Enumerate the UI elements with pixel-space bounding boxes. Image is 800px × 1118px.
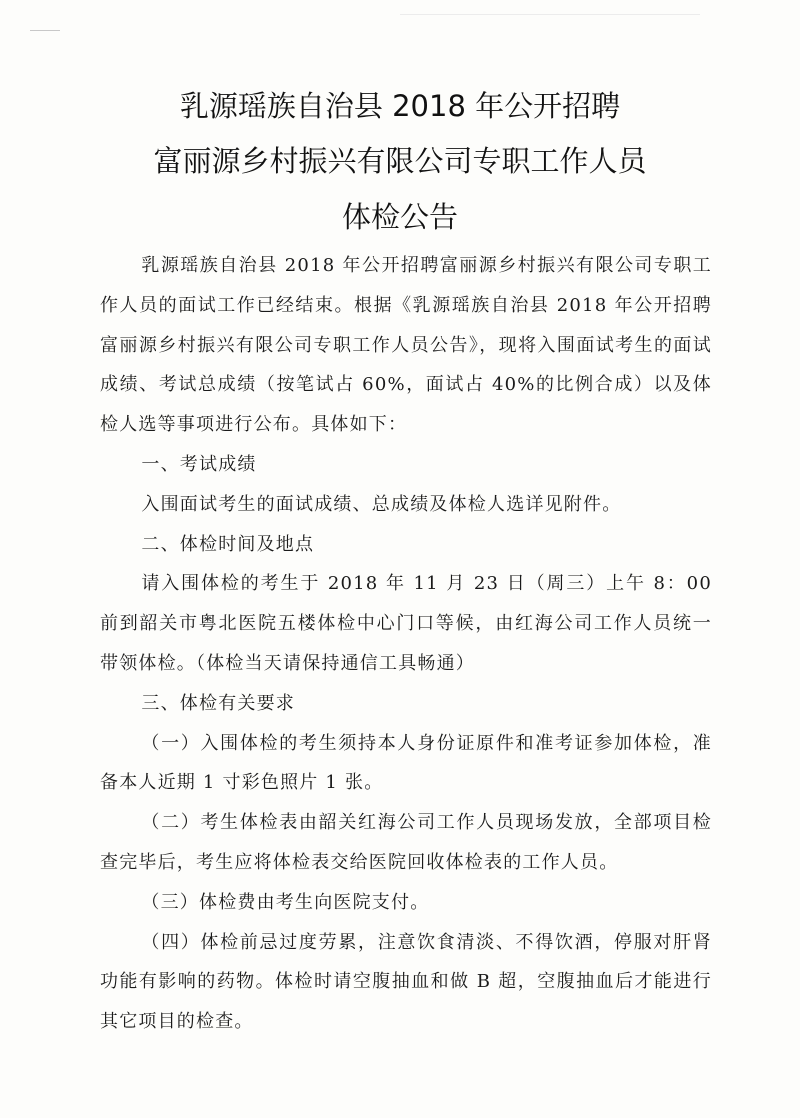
section-3-heading: 三、体检有关要求 bbox=[141, 692, 295, 714]
scan-artifact bbox=[400, 14, 700, 15]
intro-paragraph: 乳源瑶族自治县 2018 年公开招聘富丽源乡村振兴有限公司专职工作人员的面试工作已经结束。根据《乳源瑶族自治县 2018 年公开招聘富丽源乡村振兴有限公司专职工作人员公告》，现将入围面试考生的面试成绩、考试总成绩（按笔试占 60%，面试占 40%的比例合成）以及体检人选等事项进行公布。具体如下： bbox=[100, 255, 712, 436]
document-title-line-1: 乳源瑶族自治县 2018 年公开招聘 bbox=[179, 89, 621, 123]
section-1-text: 入围面试考生的面试成绩、总成绩及体检人选详见附件。 bbox=[141, 493, 622, 515]
document-title-line-3: 体检公告 bbox=[341, 200, 458, 234]
requirement-3: （三）体检费由考生向医院支付。 bbox=[141, 891, 430, 913]
section-2-heading: 二、体检时间及地点 bbox=[141, 533, 315, 555]
requirement-4: （四）体检前忌过度劳累，注意饮食清淡、不得饮酒，停服对肝肾功能有影响的药物。体检时请空腹抽血和做 B 超，空腹抽血后才能进行其它项目的检查。 bbox=[100, 931, 712, 1033]
document-title-line-2: 富丽源乡村振兴有限公司专职工作人员 bbox=[153, 144, 647, 178]
section-1-heading: 一、考试成绩 bbox=[141, 453, 257, 475]
document-body bbox=[100, 246, 712, 1042]
section-2-text: 请入围体检的考生于 2018 年 11 月 23 日（周三）上午 8：00 前到韶关市粤北医院五楼体检中心门口等候，由红海公司工作人员统一带领体检。（体检当天请保持通信工具畅通） bbox=[100, 573, 712, 674]
requirement-2: （二）考生体检表由韶关红海公司工作人员现场发放，全部项目检查完毕后，考生应将体检表交给医院回收体检表的工作人员。 bbox=[100, 812, 712, 873]
scan-artifact bbox=[30, 30, 60, 31]
requirement-1: （一）入围体检的考生须持本人身份证原件和准考证参加体检，准备本人近期 1 寸彩色照片 1 张。 bbox=[100, 732, 712, 794]
